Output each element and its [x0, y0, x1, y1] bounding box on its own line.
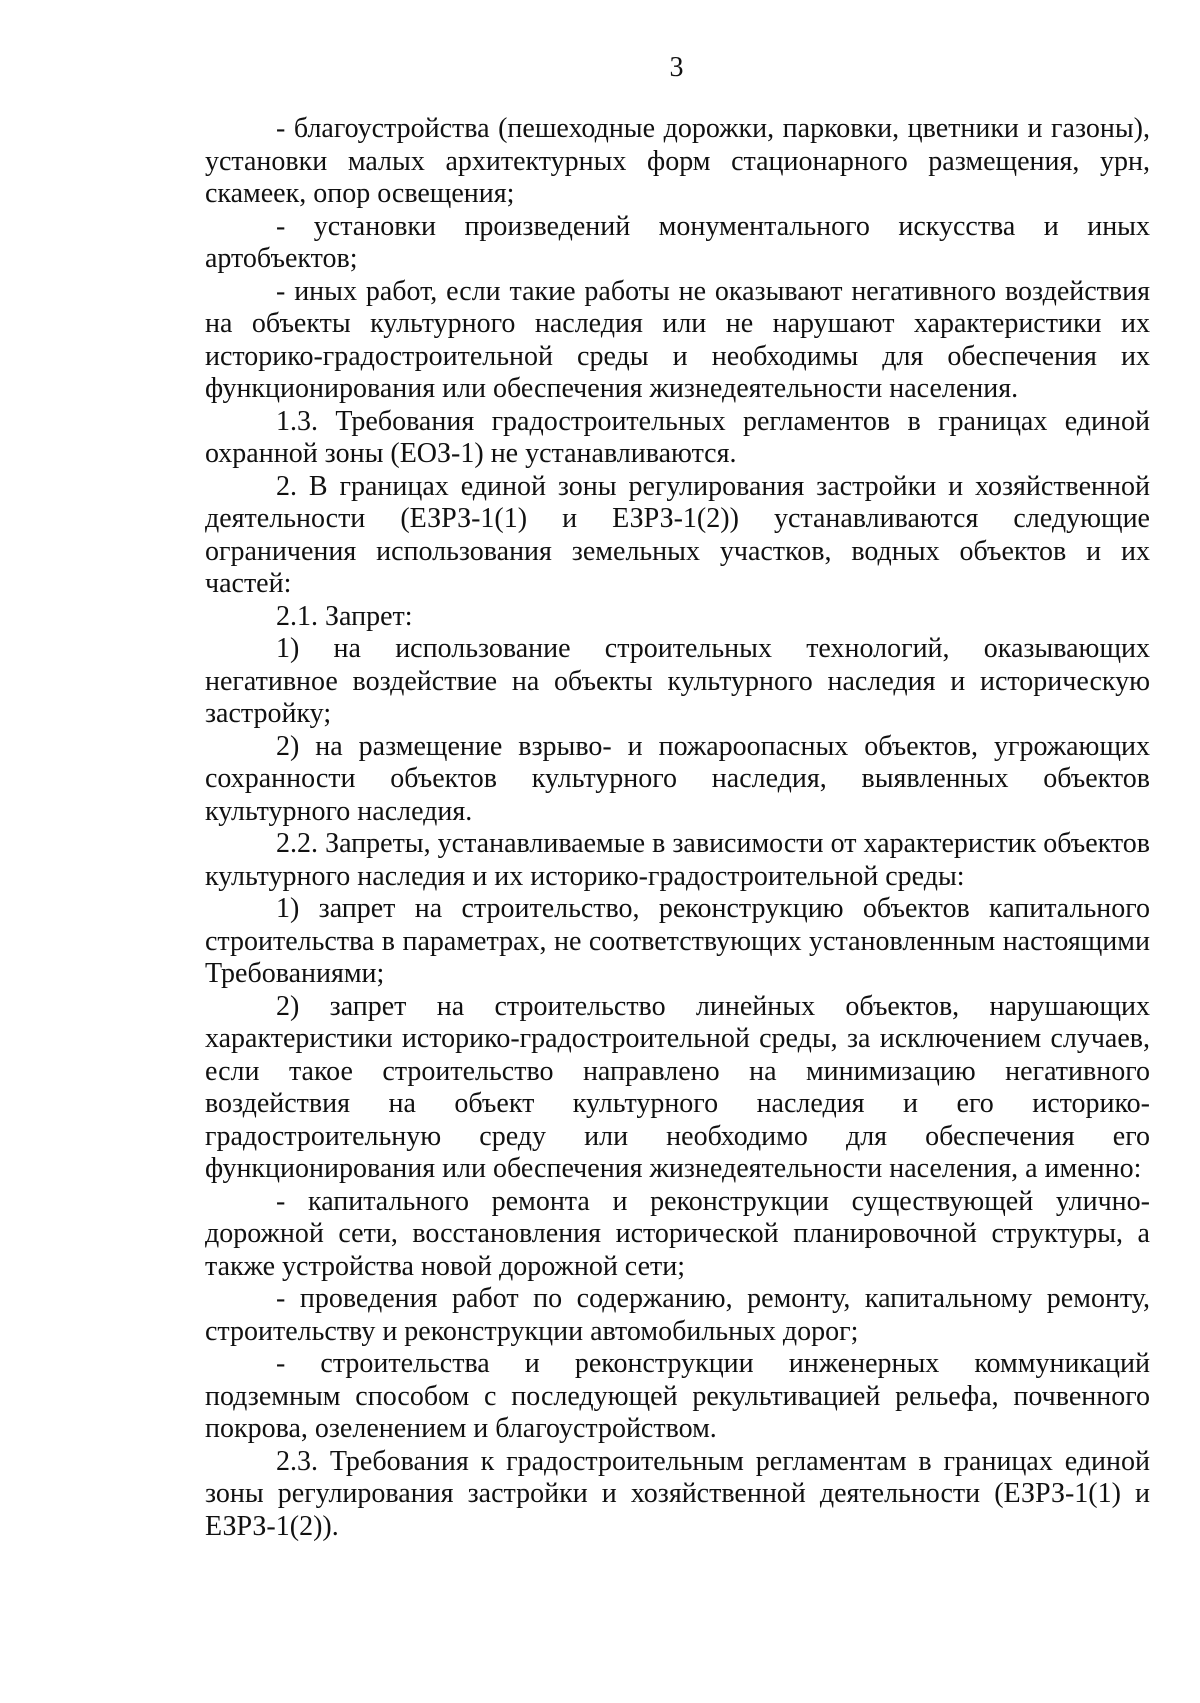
paragraph: 2) на размещение взрыво- и пожароопасных объектов, угрожающих сохранности объектов культурного наследия, выявленных объектов культурного наследия. [205, 730, 1150, 827]
page-number: 3 [669, 52, 684, 83]
paragraph: 2.1. Запрет: [276, 600, 413, 632]
paragraph: - благоустройства (пешеходные дорожки, парковки, цветники и газоны), установки малых архитектурных форм стационарного размещения, урн, скамеек, опор освещения; [205, 113, 1150, 209]
paragraph: 1) на использование строительных технологий, оказывающих негативное воздействие на объекты культурного наследия и историческую застройку; [205, 633, 1150, 729]
paragraph: - капитального ремонта и реконструкции существующей улично-дорожной сети, восстановления исторической планировочной структуры, а также устройства новой дорожной сети; [205, 1185, 1150, 1282]
paragraph: 2.3. Требования к градостроительным регламентам в границах единой зоны регулирования застройки и хозяйственной деятельности (ЕЗРЗ-1(1) и ЕЗРЗ-1(2)). [205, 1445, 1150, 1542]
paragraph: - проведения работ по содержанию, ремонту, капитальному ремонту, строительству и реконструкции автомобильных дорог; [205, 1283, 1150, 1347]
paragraph: 2. В границах единой зоны регулирования застройки и хозяйственной деятельности (ЕЗРЗ-1(1) и ЕЗРЗ-1(2)) устанавливаются следующие ограничения использования земельных участков, водных объектов и их частей: [205, 470, 1150, 599]
paragraph: 1.3. Требования градостроительных регламентов в границах единой охранной зоны (ЕОЗ-1) не устанавливаются. [205, 405, 1150, 469]
paragraph: - иных работ, если такие работы не оказывают негативного воздействия на объекты культурного наследия или не нарушают характеристики их историко-градостроительной среды и необходимы для обеспечения их функционирования или обеспечения жизнедеятельности населения. [205, 275, 1150, 404]
document-body [205, 113, 1150, 1543]
paragraph: - установки произведений монументального искусства и иных артобъектов; [205, 210, 1150, 274]
paragraph: 2.2. Запреты, устанавливаемые в зависимости от характеристик объектов культурного наследия и их историко-градостроительной среды: [205, 828, 1150, 892]
paragraph: 2) запрет на строительство линейных объектов, нарушающих характеристики историко-градостроительной среды, за исключением случаев, если такое строительство направлено на минимизацию негативного воздействия на объект культурного наследия и его историко-градостроительную среду или необходимо для обеспечения его функционирования или обеспечения жизнедеятельности населения, а именно: [205, 990, 1150, 1184]
paragraph: 1) запрет на строительство, реконструкцию объектов капитального строительства в параметрах, не соответствующих установленным настоящими Требованиями; [205, 893, 1150, 989]
paragraph: - строительства и реконструкции инженерных коммуникаций подземным способом с последующей рекультивацией рельефа, почвенного покрова, озеленением и благоустройством. [205, 1348, 1150, 1444]
